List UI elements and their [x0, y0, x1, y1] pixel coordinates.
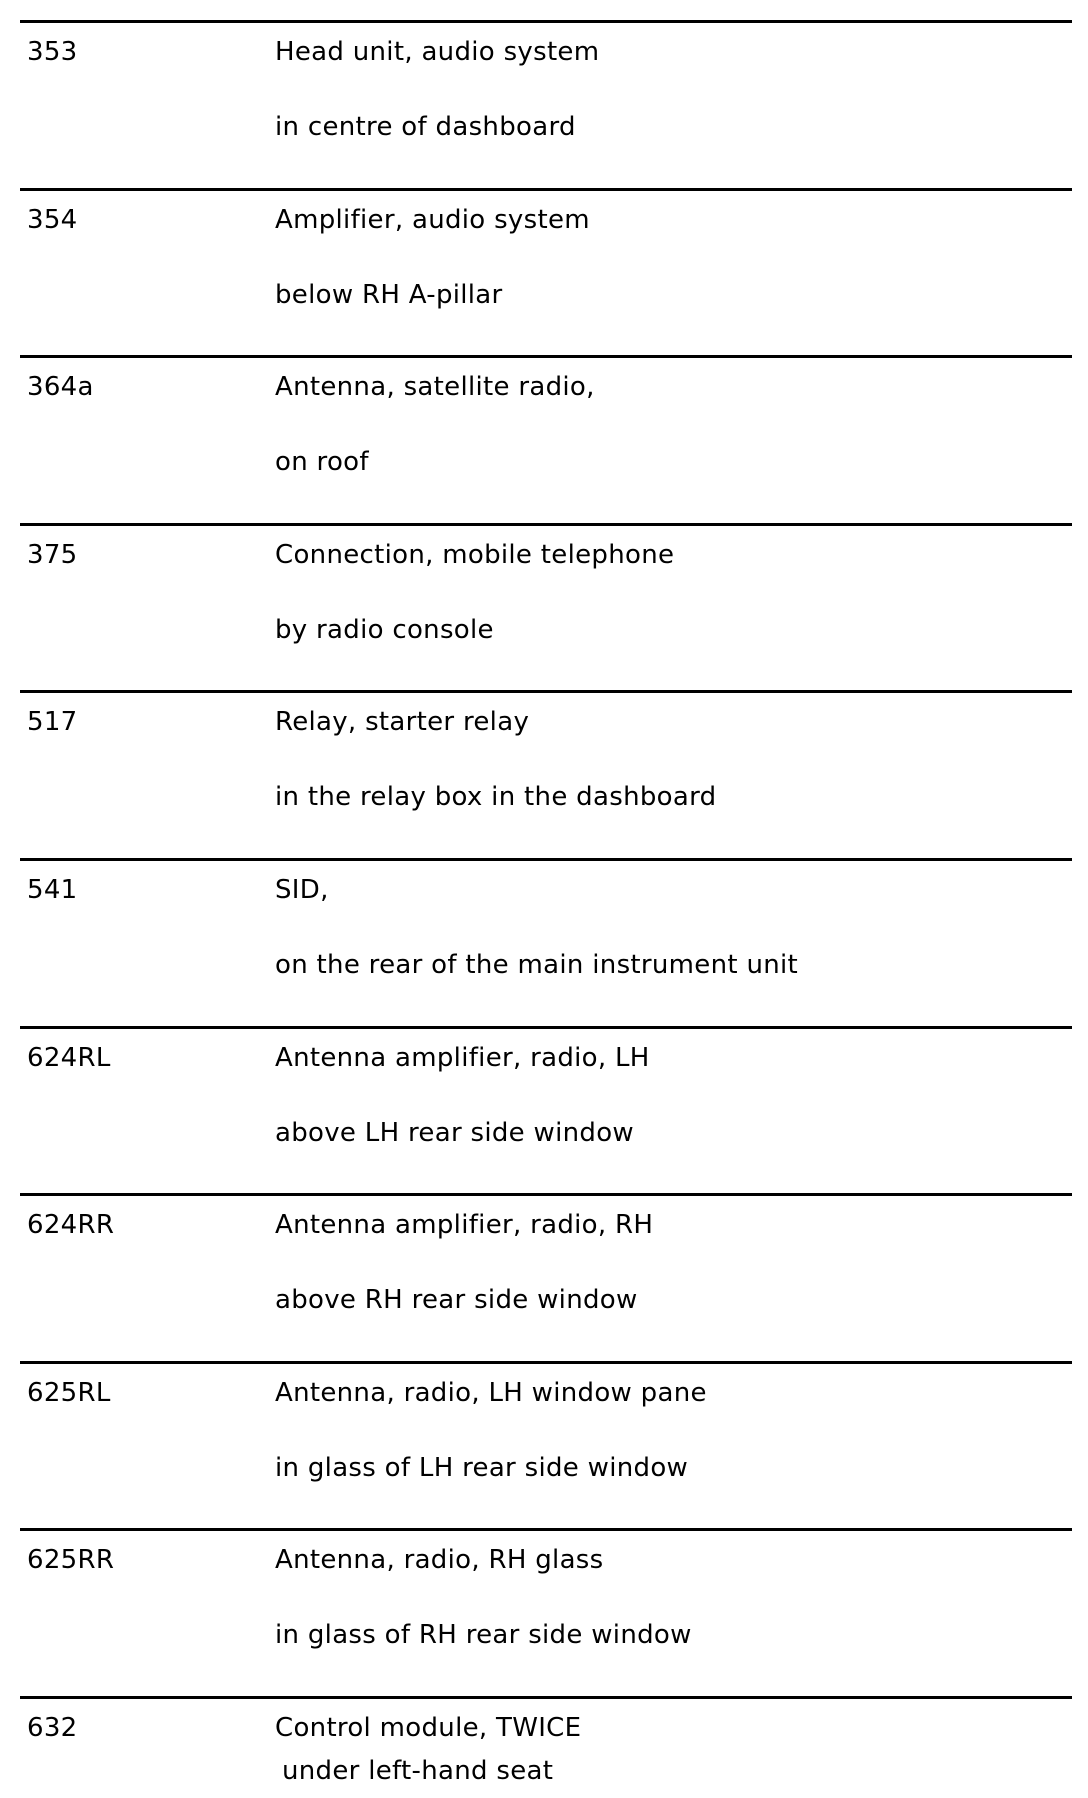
component-description: Connection, mobile telephone	[275, 540, 675, 570]
component-description: Control module, TWICE	[275, 1713, 582, 1743]
component-description: Head unit, audio system	[275, 37, 600, 67]
component-code: 625RL	[27, 1378, 111, 1408]
component-code: 375	[27, 540, 78, 570]
table-row	[20, 1193, 1072, 1315]
component-description: Antenna, radio, RH glass	[275, 1545, 604, 1575]
table-row	[20, 1026, 1072, 1148]
table-row	[20, 1696, 1072, 1786]
table-row	[20, 523, 1072, 645]
component-description: Antenna amplifier, radio, LH	[275, 1043, 650, 1073]
component-code: 364a	[27, 372, 94, 402]
component-location: under left-hand seat	[282, 1756, 554, 1786]
table-row	[20, 20, 1072, 142]
component-location: by radio console	[275, 615, 494, 645]
component-location: in glass of LH rear side window	[275, 1453, 689, 1483]
component-description: Amplifier, audio system	[275, 205, 590, 235]
component-description: Antenna, satellite radio,	[275, 372, 595, 402]
component-description: Antenna, radio, LH window pane	[275, 1378, 707, 1408]
table-row	[20, 1528, 1072, 1650]
component-location: above LH rear side window	[275, 1118, 634, 1148]
component-code: 625RR	[27, 1545, 115, 1575]
component-code: 354	[27, 205, 78, 235]
component-code: 541	[27, 875, 78, 905]
table-row	[20, 1361, 1072, 1483]
table-row	[20, 188, 1072, 310]
table-row	[20, 355, 1072, 477]
component-location: in centre of dashboard	[275, 112, 576, 142]
table-row	[20, 690, 1072, 812]
component-description: Antenna amplifier, radio, RH	[275, 1210, 654, 1240]
table-row	[20, 858, 1072, 980]
component-location: above RH rear side window	[275, 1285, 638, 1315]
component-code: 353	[27, 37, 78, 67]
component-description: SID,	[275, 875, 329, 905]
component-description: Relay, starter relay	[275, 707, 530, 737]
component-code: 624RL	[27, 1043, 111, 1073]
component-code: 632	[27, 1713, 78, 1743]
component-code: 624RR	[27, 1210, 115, 1240]
component-location: on roof	[275, 447, 369, 477]
component-location: on the rear of the main instrument unit	[275, 950, 799, 980]
component-location: in glass of RH rear side window	[275, 1620, 692, 1650]
component-location: in the relay box in the dashboard	[275, 782, 717, 812]
component-location: below RH A-pillar	[275, 280, 503, 310]
component-code: 517	[27, 707, 78, 737]
